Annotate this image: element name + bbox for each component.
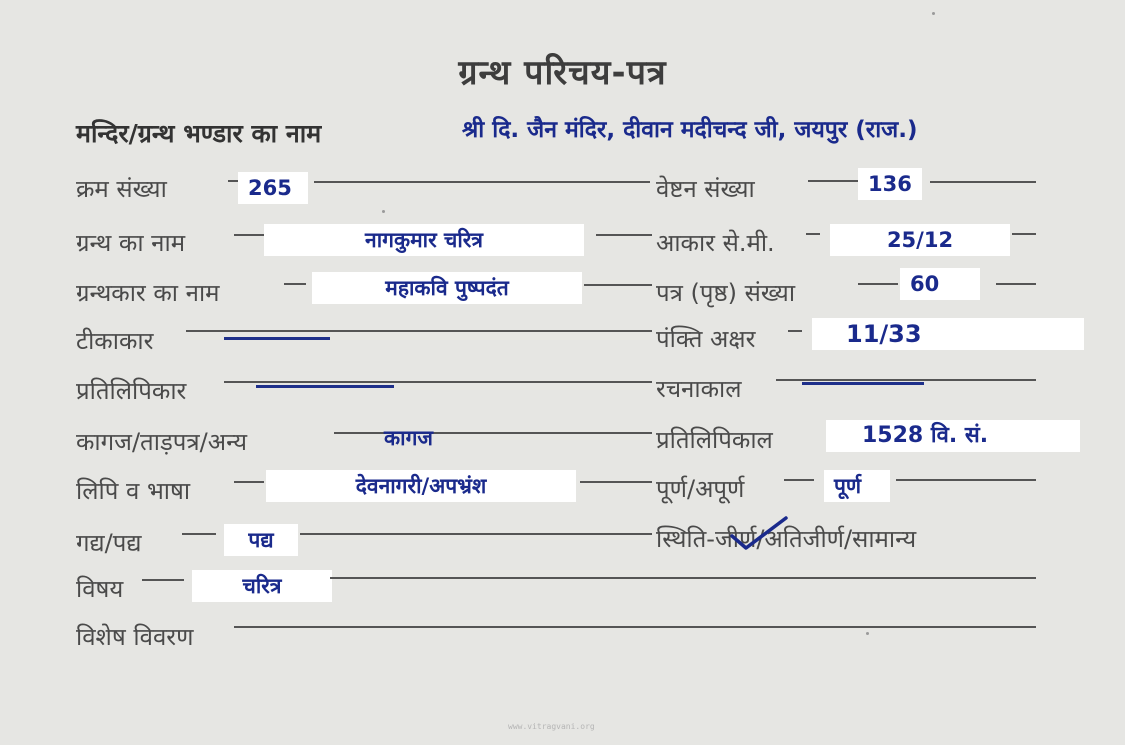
granth-name-value: नागकुमार चरित्र — [264, 224, 584, 256]
lines-letters-line-a — [788, 330, 802, 332]
size-line — [1012, 233, 1036, 235]
serial-no-label: क्रम संख्या — [76, 175, 167, 203]
material-label: कागज/ताड़पत्र/अन्य — [76, 428, 248, 456]
form-line — [300, 533, 652, 535]
commentator-blank-mark — [224, 337, 330, 340]
granth-name-line-a — [234, 234, 264, 236]
wrapper-no-value: 136 — [858, 168, 922, 200]
pages-value: 60 — [900, 268, 980, 300]
form-value: पद्य — [224, 524, 298, 556]
completeness-label: पूर्ण/अपूर्ण — [656, 475, 745, 503]
commentator-line — [186, 330, 652, 332]
script-language-line-a — [234, 481, 264, 483]
completeness-line — [896, 479, 1036, 481]
pages-line — [996, 283, 1036, 285]
script-language-line — [580, 481, 652, 483]
commentator-label: टीकाकार — [76, 327, 154, 355]
author-line-a — [284, 283, 306, 285]
subject-value: चरित्र — [192, 570, 332, 602]
author-label: ग्रन्थकार का नाम — [76, 279, 220, 307]
composition-period-line — [776, 379, 1036, 381]
serial-no-line — [314, 181, 650, 183]
lines-letters-value: 11/33 — [812, 318, 1084, 350]
copy-period-label: प्रतिलिपिकाल — [656, 426, 773, 454]
subject-line-a — [142, 579, 184, 581]
watermark: www.vitragvani.org — [508, 722, 595, 731]
paper-speck — [866, 632, 869, 635]
wrapper-no-line-a — [808, 180, 858, 182]
pages-line-a — [858, 283, 898, 285]
size-value: 25/12 — [830, 224, 1010, 256]
composition-blank-mark — [802, 382, 924, 385]
author-line — [584, 284, 652, 286]
completeness-value: पूर्ण — [824, 470, 890, 502]
material-value: कागज — [384, 426, 433, 450]
subject-label: विषय — [76, 575, 124, 603]
library-label: मन्दिर/ग्रन्थ भण्डार का नाम — [76, 119, 322, 148]
subject-line — [330, 577, 1036, 579]
copy-period-value: 1528 वि. सं. — [826, 420, 1080, 452]
size-line-a — [806, 233, 820, 235]
author-value: महाकवि पुष्पदंत — [312, 272, 582, 304]
wrapper-no-label: वेष्टन संख्या — [656, 175, 755, 203]
library-value: श्री दि. जैन मंदिर, दीवान मदीचन्द जी, जयपुर (राज.) — [462, 117, 918, 143]
condition-label: स्थिति-जीर्ण/अतिजीर्ण/सामान्य — [656, 525, 917, 553]
remarks-label: विशेष विवरण — [76, 623, 194, 651]
card-title: ग्रन्थ परिचय-पत्र — [458, 53, 667, 93]
form-label: गद्य/पद्य — [76, 529, 142, 557]
remarks-line — [234, 626, 1036, 628]
condition-tick-icon — [728, 514, 792, 554]
wrapper-no-line — [930, 181, 1036, 183]
composition-period-label: रचनाकाल — [656, 375, 742, 403]
paper-speck — [932, 12, 935, 15]
copyist-blank-mark — [256, 385, 394, 388]
serial-no-value: 265 — [238, 172, 308, 204]
form-line-a — [182, 533, 216, 535]
script-language-label: लिपि व भाषा — [76, 477, 191, 505]
pages-label: पत्र (पृष्ठ) संख्या — [656, 279, 796, 307]
script-language-value: देवनागरी/अपभ्रंश — [266, 470, 576, 502]
copyist-line — [224, 381, 652, 383]
size-label: आकार से.मी. — [656, 229, 775, 257]
completeness-line-a — [784, 479, 814, 481]
lines-letters-label: पंक्ति अक्षर — [656, 325, 756, 353]
copyist-label: प्रतिलिपिकार — [76, 377, 187, 405]
paper-speck — [382, 210, 385, 213]
granth-name-label: ग्रन्थ का नाम — [76, 229, 186, 257]
granth-name-line — [596, 234, 652, 236]
